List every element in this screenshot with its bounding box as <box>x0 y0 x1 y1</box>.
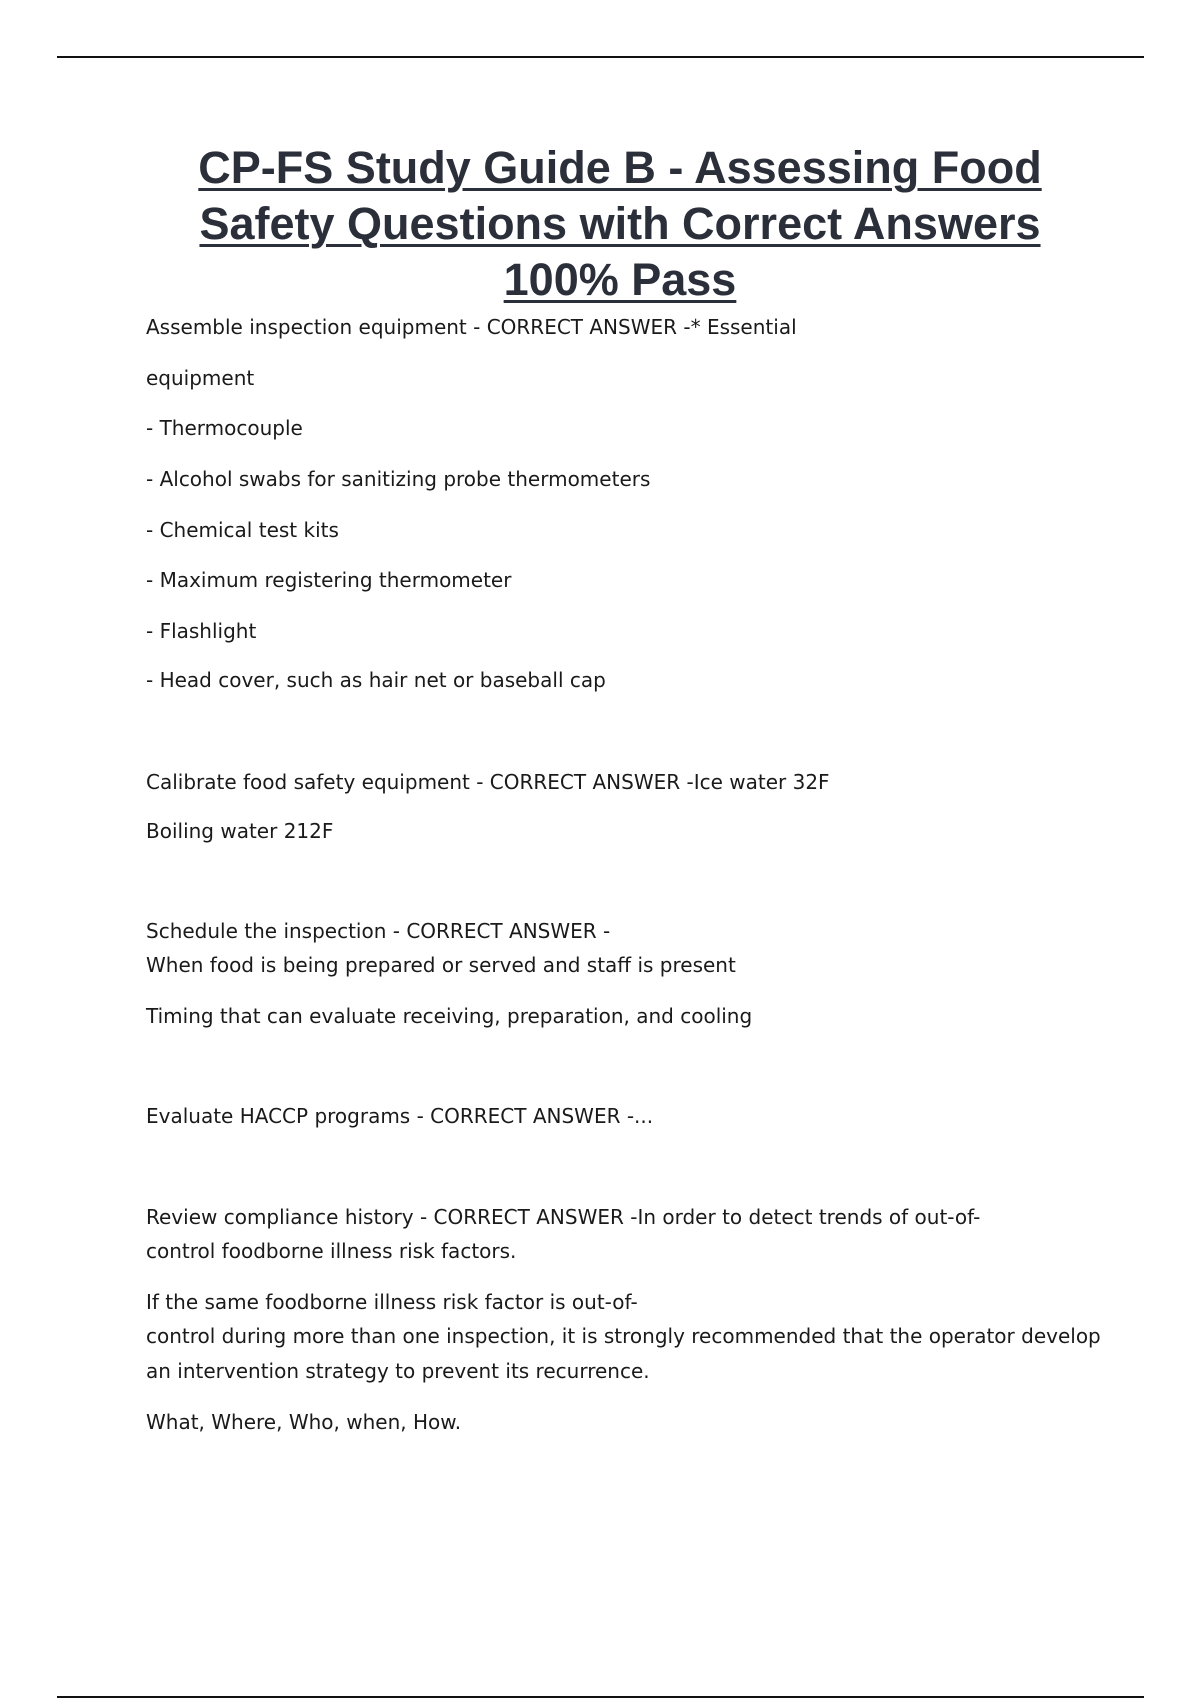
list-item: - Alcohol swabs for sanitizing probe thermometers <box>146 467 651 491</box>
qa-assemble-answer-line: equipment <box>146 366 255 390</box>
list-item: - Thermocouple <box>146 416 303 440</box>
title-line-3: 100% Pass <box>503 254 737 305</box>
qa-compliance-answer-line: an intervention strategy to prevent its recurrence. <box>146 1359 650 1383</box>
document-title <box>140 140 1100 308</box>
title-line-1: CP-FS Study Guide B - Assessing Food <box>198 142 1042 193</box>
list-item: - Chemical test kits <box>146 518 339 542</box>
title-line-2: Safety Questions with Correct Answers <box>199 198 1041 249</box>
list-item: - Head cover, such as hair net or baseball cap <box>146 668 606 692</box>
qa-compliance-answer-line: What, Where, Who, when, How. <box>146 1410 462 1434</box>
list-item: - Maximum registering thermometer <box>146 568 512 592</box>
qa-schedule-answer-line: When food is being prepared or served and staff is present <box>146 953 736 977</box>
qa-haccp-question: Evaluate HACCP programs - CORRECT ANSWER -... <box>146 1104 654 1128</box>
list-item: - Flashlight <box>146 619 257 643</box>
top-rule <box>57 56 1144 58</box>
qa-compliance-answer-line: control foodborne illness risk factors. <box>146 1239 517 1263</box>
qa-calibrate-question: Calibrate food safety equipment - CORRECT ANSWER -Ice water 32F <box>146 770 830 794</box>
qa-compliance-answer-line: control during more than one inspection, it is strongly recommended that the operator develop <box>146 1324 1101 1348</box>
qa-schedule-question: Schedule the inspection - CORRECT ANSWER - <box>146 919 611 943</box>
bottom-rule <box>57 1696 1144 1698</box>
qa-compliance-question: Review compliance history - CORRECT ANSWER -In order to detect trends of out-of- <box>146 1205 981 1229</box>
qa-compliance-answer-line: If the same foodborne illness risk factor is out-of- <box>146 1290 638 1314</box>
qa-calibrate-answer-line: Boiling water 212F <box>146 819 334 843</box>
qa-assemble-question: Assemble inspection equipment - CORRECT ANSWER -* Essential <box>146 315 797 339</box>
qa-schedule-answer-line: Timing that can evaluate receiving, preparation, and cooling <box>146 1004 753 1028</box>
